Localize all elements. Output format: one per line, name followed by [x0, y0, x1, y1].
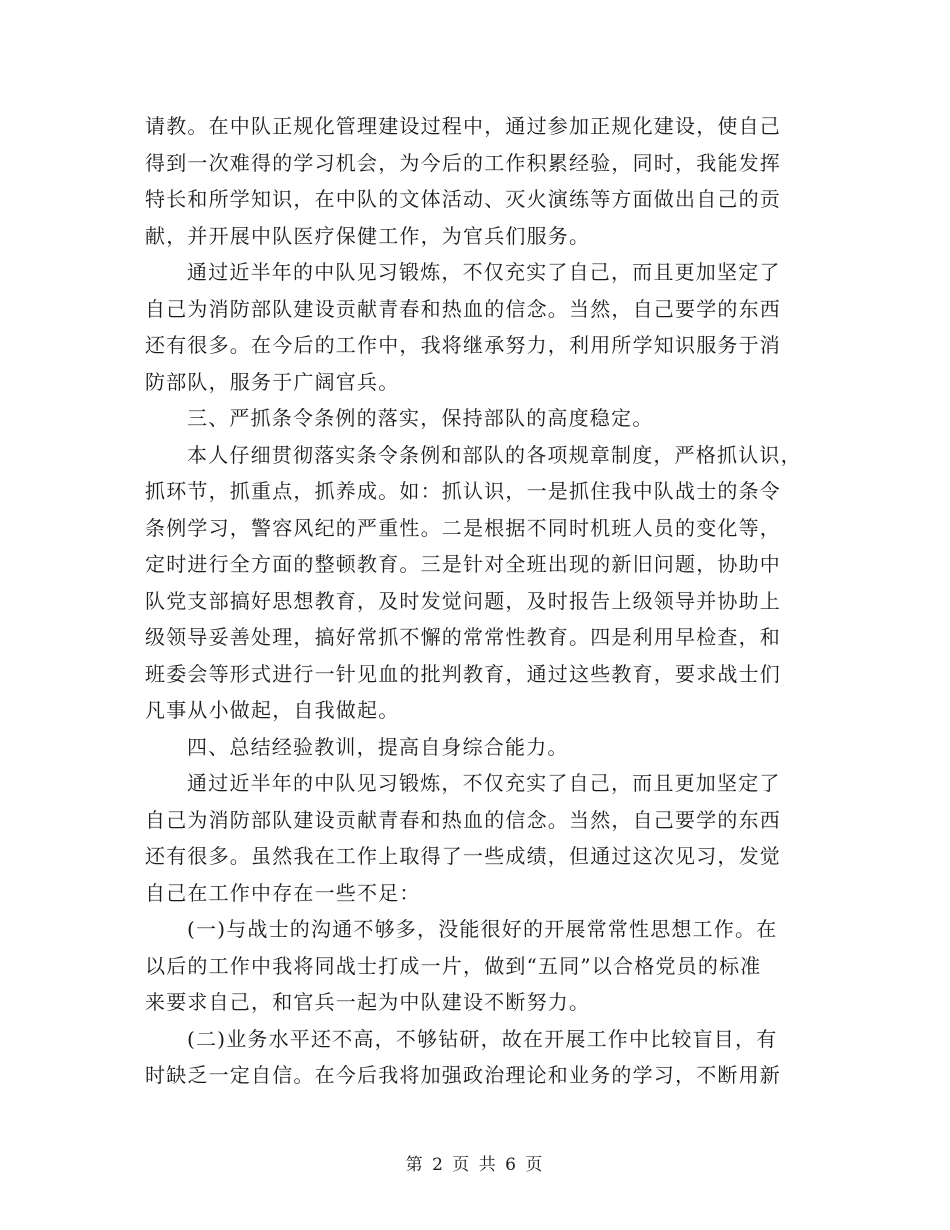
text-line: 四、总结经验教训，提高自身综合能力。: [187, 734, 569, 759]
text-line: 通过近半年的中队见习锻炼，不仅充实了自己，而且更加坚定了: [187, 771, 781, 795]
document-body: [145, 108, 800, 1094]
text-line: 自己在工作中存在一些不足：: [145, 880, 421, 905]
text-line: 队党支部搞好思想教育，及时发觉问题，及时报告上级领导并协助上: [145, 588, 781, 613]
text-line: 献，并开展中队医疗保健工作，为官兵们服务。: [145, 223, 591, 248]
text-line: 还有很多。虽然我在工作上取得了一些成绩，但通过这次见习，发觉: [145, 844, 781, 868]
text-line: 特长和所学知识，在中队的文体活动、灭火演练等方面做出自己的贡: [145, 187, 781, 211]
text-line: 时缺乏一定自信。在今后我将加强政治理论和业务的学习，不断用新: [145, 1063, 781, 1087]
text-line: 防部队，服务于广阔官兵。: [145, 369, 400, 394]
text-line: 级领导妥善处理，搞好常抓不懈的常常性教育。四是利用早检查，和: [145, 625, 781, 649]
text-line: 凡事从小做起，自我做起。: [145, 698, 400, 722]
text-line: 三、严抓条令条例的落实，保持部队的高度稳定。: [187, 406, 654, 430]
page-footer: 第 2 页 共 6 页: [405, 1155, 545, 1175]
text-line: 本人仔细贯彻落实条令条例和部队的各项规章制度，严格抓认识，: [187, 442, 802, 467]
text-line: (一)与战士的沟通不够多，没能很好的开展常常性思想工作。在: [187, 917, 778, 941]
text-line: 请教。在中队正规化管理建设过程中，通过参加正规化建设，使自己: [145, 114, 781, 138]
text-line: 以后的工作中我将同战士打成一片，做到“五同”以合格党员的标准: [145, 953, 762, 978]
text-line: 还有很多。在今后的工作中，我将继承努力，利用所学知识服务于消: [145, 333, 781, 357]
text-line: 抓环节，抓重点，抓养成。如：抓认识，一是抓住我中队战士的条令: [145, 479, 781, 503]
text-line: 通过近半年的中队见习锻炼，不仅充实了自己，而且更加坚定了: [187, 260, 781, 284]
text-line: 来要求自己，和官兵一起为中队建设不断努力。: [145, 990, 591, 1014]
text-line: 班委会等形式进行一针见血的批判教育，通过这些教育，要求战士们: [145, 661, 781, 686]
text-line: (二)业务水平还不高，不够钻研，故在开展工作中比较盲目，有: [187, 1026, 778, 1051]
text-line: 自己为消防部队建设贡献青春和热血的信念。当然，自己要学的东西: [145, 807, 781, 832]
text-line: 得到一次难得的学习机会，为今后的工作积累经验，同时，我能发挥: [145, 150, 781, 175]
text-line: 自己为消防部队建设贡献青春和热血的信念。当然，自己要学的东西: [145, 296, 781, 321]
text-line: 条例学习，警容风纪的严重性。二是根据不同时机班人员的变化等，: [145, 515, 781, 540]
text-line: 定时进行全方面的整顿教育。三是针对全班出现的新旧问题，协助中: [145, 552, 781, 576]
